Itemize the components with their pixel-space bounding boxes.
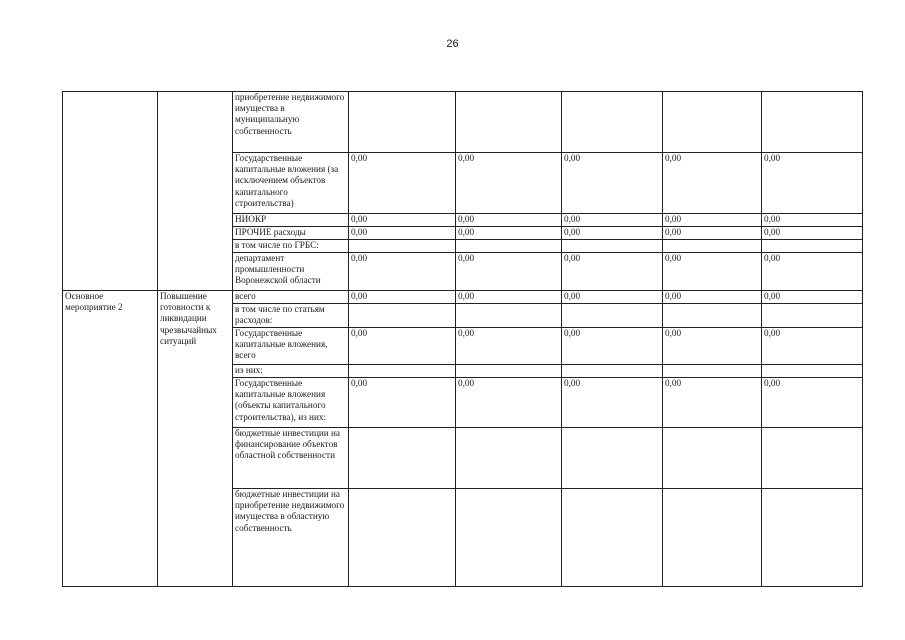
value-cell: 0,00 [762,291,863,304]
row-label: бюджетные инвестиции на приобретение недвижимого имущества в областную собственность [233,489,349,587]
row-label: Государственные капитальные вложения (за исключением объектов капитального строительства) [233,153,349,214]
row-label: Государственные капитальные вложения, всего [233,328,349,365]
value-cell [349,428,456,489]
value-cell [562,304,663,328]
value-cell: 0,00 [349,153,456,214]
value-cell [663,428,762,489]
value-cell [349,240,456,253]
value-cell: 0,00 [663,253,762,291]
value-cell [663,92,762,153]
row-label: приобретение недвижимого имущества в муниципальную собственность [233,92,349,153]
value-cell [456,240,562,253]
value-cell: 0,00 [762,253,863,291]
value-cell: 0,00 [562,328,663,365]
row-label: из них: [233,365,349,378]
value-cell: 0,00 [349,328,456,365]
value-cell [762,428,863,489]
row-label: департамент промышленности Воронежской области [233,253,349,291]
value-cell [762,92,863,153]
value-cell [562,489,663,587]
row-label: НИОКР [233,214,349,227]
value-cell: 0,00 [663,378,762,428]
section-cell: Основное мероприятие 2 [63,291,158,587]
value-cell [762,240,863,253]
value-cell [456,428,562,489]
value-cell: 0,00 [456,153,562,214]
value-cell: 0,00 [663,328,762,365]
value-cell [762,304,863,328]
value-cell: 0,00 [349,253,456,291]
value-cell [456,489,562,587]
value-cell [456,304,562,328]
section-cell [63,92,158,291]
value-cell [456,365,562,378]
row-label: ПРОЧИЕ расходы [233,227,349,240]
value-cell [562,240,663,253]
row-label: в том числе по ГРБС: [233,240,349,253]
value-cell: 0,00 [562,291,663,304]
value-cell: 0,00 [762,153,863,214]
value-cell: 0,00 [349,378,456,428]
value-cell: 0,00 [456,253,562,291]
page-number: 26 [446,38,459,50]
value-cell: 0,00 [349,227,456,240]
value-cell: 0,00 [456,214,562,227]
value-cell: 0,00 [663,227,762,240]
value-cell [349,365,456,378]
value-cell: 0,00 [762,378,863,428]
row-label: бюджетные инвестиции на финансирование объектов областной собственности [233,428,349,489]
value-cell: 0,00 [663,153,762,214]
value-cell: 0,00 [762,227,863,240]
value-cell: 0,00 [562,227,663,240]
value-cell [663,489,762,587]
value-cell [562,92,663,153]
value-cell: 0,00 [562,253,663,291]
value-cell: 0,00 [562,378,663,428]
table-row [63,291,863,304]
row-label: в том числе по статьям расходов: [233,304,349,328]
value-cell: 0,00 [456,378,562,428]
value-cell: 0,00 [562,153,663,214]
value-cell: 0,00 [663,214,762,227]
value-cell: 0,00 [456,291,562,304]
value-cell: 0,00 [349,214,456,227]
budget-table [62,91,863,587]
value-cell: 0,00 [456,227,562,240]
table-row [63,92,863,153]
value-cell: 0,00 [762,328,863,365]
measure-name-cell [158,92,233,291]
value-cell: 0,00 [349,291,456,304]
row-label: всего [233,291,349,304]
value-cell [349,489,456,587]
value-cell [762,365,863,378]
value-cell [456,92,562,153]
value-cell: 0,00 [456,328,562,365]
value-cell [663,240,762,253]
value-cell: 0,00 [562,214,663,227]
measure-name-cell: Повышение готовности к ликвидации чрезвычайных ситуаций [158,291,233,587]
value-cell [349,92,456,153]
value-cell [663,304,762,328]
value-cell [349,304,456,328]
row-label: Государственные капитальные вложения (объекты капитального строительства), из них: [233,378,349,428]
value-cell: 0,00 [762,214,863,227]
value-cell [762,489,863,587]
value-cell [562,428,663,489]
value-cell [663,365,762,378]
value-cell: 0,00 [663,291,762,304]
value-cell [562,365,663,378]
